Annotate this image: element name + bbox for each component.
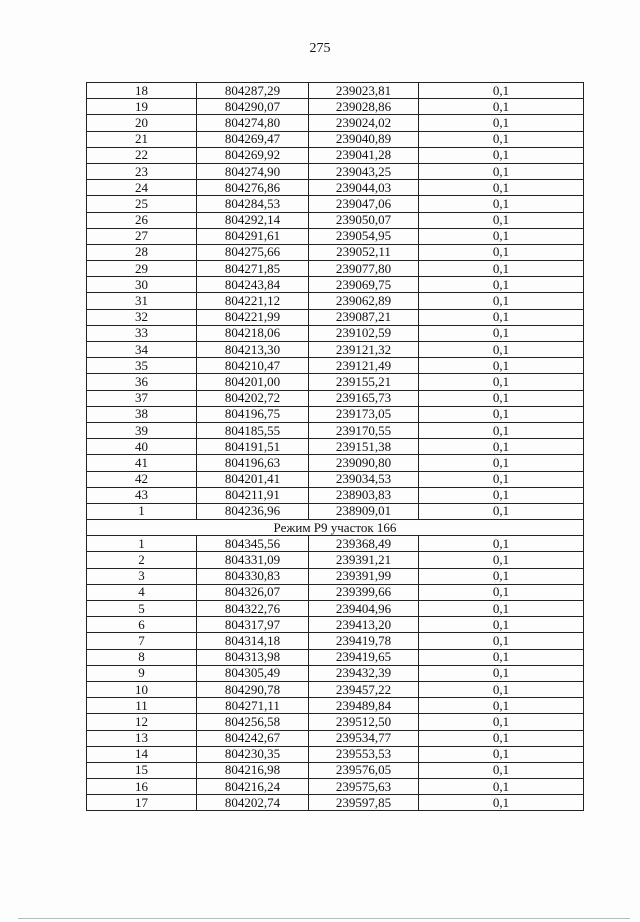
point-number-cell: 34 (87, 342, 197, 358)
point-number-cell: 9 (87, 665, 197, 681)
accuracy-cell: 0,1 (419, 601, 584, 617)
y-coordinate-cell: 239170,55 (309, 422, 419, 438)
accuracy-cell: 0,1 (419, 406, 584, 422)
table-row (87, 374, 584, 390)
table-row (87, 244, 584, 260)
point-number-cell: 13 (87, 730, 197, 746)
point-number-cell: 11 (87, 698, 197, 714)
accuracy-cell: 0,1 (419, 762, 584, 778)
point-number-cell: 41 (87, 455, 197, 471)
table-row (87, 779, 584, 795)
table-row (87, 163, 584, 179)
point-number-cell: 21 (87, 131, 197, 147)
point-number-cell: 37 (87, 390, 197, 406)
accuracy-cell: 0,1 (419, 309, 584, 325)
y-coordinate-cell: 239391,21 (309, 552, 419, 568)
table-row (87, 633, 584, 649)
accuracy-cell: 0,1 (419, 163, 584, 179)
x-coordinate-cell: 804202,72 (197, 390, 309, 406)
table-row (87, 325, 584, 341)
table-row (87, 568, 584, 584)
point-number-cell: 4 (87, 584, 197, 600)
page-number: 275 (309, 41, 331, 56)
table-row (87, 649, 584, 665)
point-number-cell: 31 (87, 293, 197, 309)
table-row (87, 439, 584, 455)
y-coordinate-cell: 239165,73 (309, 390, 419, 406)
x-coordinate-cell: 804242,67 (197, 730, 309, 746)
x-coordinate-cell: 804202,74 (197, 795, 309, 811)
y-coordinate-cell: 239077,80 (309, 261, 419, 277)
y-coordinate-cell: 239024,02 (309, 115, 419, 131)
table-row (87, 552, 584, 568)
point-number-cell: 25 (87, 196, 197, 212)
y-coordinate-cell: 239087,21 (309, 309, 419, 325)
x-coordinate-cell: 804326,07 (197, 584, 309, 600)
table-row (87, 617, 584, 633)
y-coordinate-cell: 239553,53 (309, 746, 419, 762)
table-row (87, 115, 584, 131)
y-coordinate-cell: 239489,84 (309, 698, 419, 714)
y-coordinate-cell: 239419,65 (309, 649, 419, 665)
accuracy-cell: 0,1 (419, 390, 584, 406)
x-coordinate-cell: 804236,96 (197, 503, 309, 519)
table-row (87, 536, 584, 552)
table-row (87, 99, 584, 115)
point-number-cell: 1 (87, 503, 197, 519)
x-coordinate-cell: 804271,85 (197, 261, 309, 277)
y-coordinate-cell: 239512,50 (309, 714, 419, 730)
table-row (87, 180, 584, 196)
accuracy-cell: 0,1 (419, 649, 584, 665)
point-number-cell: 22 (87, 147, 197, 163)
y-coordinate-cell: 239399,66 (309, 584, 419, 600)
accuracy-cell: 0,1 (419, 665, 584, 681)
y-coordinate-cell: 239102,59 (309, 325, 419, 341)
table-row (87, 358, 584, 374)
accuracy-cell: 0,1 (419, 196, 584, 212)
table-row (87, 584, 584, 600)
point-number-cell: 7 (87, 633, 197, 649)
point-number-cell: 42 (87, 471, 197, 487)
table-row (87, 471, 584, 487)
section-header-row (87, 520, 584, 536)
table-row (87, 293, 584, 309)
accuracy-cell: 0,1 (419, 99, 584, 115)
x-coordinate-cell: 804196,63 (197, 455, 309, 471)
accuracy-cell: 0,1 (419, 730, 584, 746)
table-row (87, 147, 584, 163)
x-coordinate-cell: 804275,66 (197, 244, 309, 260)
point-number-cell: 3 (87, 568, 197, 584)
y-coordinate-cell: 239432,39 (309, 665, 419, 681)
y-coordinate-cell: 239090,80 (309, 455, 419, 471)
table-row (87, 601, 584, 617)
coordinates-table-body (87, 83, 584, 811)
accuracy-cell: 0,1 (419, 244, 584, 260)
accuracy-cell: 0,1 (419, 455, 584, 471)
x-coordinate-cell: 804276,86 (197, 180, 309, 196)
point-number-cell: 29 (87, 261, 197, 277)
x-coordinate-cell: 804230,35 (197, 746, 309, 762)
y-coordinate-cell: 239052,11 (309, 244, 419, 260)
accuracy-cell: 0,1 (419, 277, 584, 293)
x-coordinate-cell: 804218,06 (197, 325, 309, 341)
x-coordinate-cell: 804210,47 (197, 358, 309, 374)
table-row (87, 342, 584, 358)
table-row (87, 212, 584, 228)
point-number-cell: 32 (87, 309, 197, 325)
point-number-cell: 20 (87, 115, 197, 131)
accuracy-cell: 0,1 (419, 115, 584, 131)
y-coordinate-cell: 239404,96 (309, 601, 419, 617)
point-number-cell: 15 (87, 762, 197, 778)
x-coordinate-cell: 804221,12 (197, 293, 309, 309)
table-row (87, 503, 584, 519)
y-coordinate-cell: 239368,49 (309, 536, 419, 552)
table-row (87, 277, 584, 293)
x-coordinate-cell: 804314,18 (197, 633, 309, 649)
y-coordinate-cell: 239044,03 (309, 180, 419, 196)
accuracy-cell: 0,1 (419, 293, 584, 309)
point-number-cell: 40 (87, 439, 197, 455)
table-row (87, 795, 584, 811)
y-coordinate-cell: 239034,53 (309, 471, 419, 487)
point-number-cell: 19 (87, 99, 197, 115)
accuracy-cell: 0,1 (419, 698, 584, 714)
accuracy-cell: 0,1 (419, 212, 584, 228)
table-row (87, 131, 584, 147)
x-coordinate-cell: 804345,56 (197, 536, 309, 552)
point-number-cell: 38 (87, 406, 197, 422)
y-coordinate-cell: 239576,05 (309, 762, 419, 778)
x-coordinate-cell: 804269,92 (197, 147, 309, 163)
y-coordinate-cell: 239043,25 (309, 163, 419, 179)
x-coordinate-cell: 804201,41 (197, 471, 309, 487)
y-coordinate-cell: 239151,38 (309, 439, 419, 455)
point-number-cell: 35 (87, 358, 197, 374)
x-coordinate-cell: 804305,49 (197, 665, 309, 681)
accuracy-cell: 0,1 (419, 147, 584, 163)
x-coordinate-cell: 804213,30 (197, 342, 309, 358)
accuracy-cell: 0,1 (419, 503, 584, 519)
accuracy-cell: 0,1 (419, 83, 584, 99)
y-coordinate-cell: 239069,75 (309, 277, 419, 293)
x-coordinate-cell: 804201,00 (197, 374, 309, 390)
y-coordinate-cell: 239040,89 (309, 131, 419, 147)
table-row (87, 261, 584, 277)
point-number-cell: 30 (87, 277, 197, 293)
x-coordinate-cell: 804196,75 (197, 406, 309, 422)
table-row (87, 665, 584, 681)
x-coordinate-cell: 804313,98 (197, 649, 309, 665)
table-row (87, 698, 584, 714)
x-coordinate-cell: 804256,58 (197, 714, 309, 730)
point-number-cell: 10 (87, 681, 197, 697)
x-coordinate-cell: 804185,55 (197, 422, 309, 438)
x-coordinate-cell: 804290,07 (197, 99, 309, 115)
y-coordinate-cell: 239155,21 (309, 374, 419, 390)
y-coordinate-cell: 239121,49 (309, 358, 419, 374)
y-coordinate-cell: 239597,85 (309, 795, 419, 811)
point-number-cell: 23 (87, 163, 197, 179)
point-number-cell: 28 (87, 244, 197, 260)
y-coordinate-cell: 239534,77 (309, 730, 419, 746)
table-row (87, 681, 584, 697)
point-number-cell: 1 (87, 536, 197, 552)
section-header: Режим Р9 участок 166 (87, 520, 584, 536)
y-coordinate-cell: 239023,81 (309, 83, 419, 99)
page-edge-line (18, 918, 630, 919)
y-coordinate-cell: 239054,95 (309, 228, 419, 244)
y-coordinate-cell: 239050,07 (309, 212, 419, 228)
accuracy-cell: 0,1 (419, 633, 584, 649)
table-row (87, 730, 584, 746)
y-coordinate-cell: 238909,01 (309, 503, 419, 519)
point-number-cell: 43 (87, 487, 197, 503)
point-number-cell: 36 (87, 374, 197, 390)
table-row (87, 746, 584, 762)
x-coordinate-cell: 804322,76 (197, 601, 309, 617)
point-number-cell: 6 (87, 617, 197, 633)
table-row (87, 83, 584, 99)
point-number-cell: 27 (87, 228, 197, 244)
accuracy-cell: 0,1 (419, 358, 584, 374)
table-row (87, 455, 584, 471)
x-coordinate-cell: 804274,90 (197, 163, 309, 179)
table-row (87, 487, 584, 503)
point-number-cell: 24 (87, 180, 197, 196)
y-coordinate-cell: 239457,22 (309, 681, 419, 697)
accuracy-cell: 0,1 (419, 795, 584, 811)
x-coordinate-cell: 804284,53 (197, 196, 309, 212)
x-coordinate-cell: 804274,80 (197, 115, 309, 131)
point-number-cell: 39 (87, 422, 197, 438)
x-coordinate-cell: 804291,61 (197, 228, 309, 244)
table-row (87, 422, 584, 438)
y-coordinate-cell: 239419,78 (309, 633, 419, 649)
accuracy-cell: 0,1 (419, 131, 584, 147)
accuracy-cell: 0,1 (419, 439, 584, 455)
y-coordinate-cell: 239391,99 (309, 568, 419, 584)
y-coordinate-cell: 239062,89 (309, 293, 419, 309)
x-coordinate-cell: 804243,84 (197, 277, 309, 293)
x-coordinate-cell: 804269,47 (197, 131, 309, 147)
point-number-cell: 2 (87, 552, 197, 568)
accuracy-cell: 0,1 (419, 487, 584, 503)
x-coordinate-cell: 804292,14 (197, 212, 309, 228)
accuracy-cell: 0,1 (419, 779, 584, 795)
point-number-cell: 8 (87, 649, 197, 665)
accuracy-cell: 0,1 (419, 422, 584, 438)
accuracy-cell: 0,1 (419, 471, 584, 487)
x-coordinate-cell: 804216,24 (197, 779, 309, 795)
accuracy-cell: 0,1 (419, 374, 584, 390)
accuracy-cell: 0,1 (419, 617, 584, 633)
x-coordinate-cell: 804216,98 (197, 762, 309, 778)
y-coordinate-cell: 239173,05 (309, 406, 419, 422)
y-coordinate-cell: 239041,28 (309, 147, 419, 163)
point-number-cell: 14 (87, 746, 197, 762)
x-coordinate-cell: 804191,51 (197, 439, 309, 455)
x-coordinate-cell: 804287,29 (197, 83, 309, 99)
coordinates-table (86, 82, 584, 811)
point-number-cell: 16 (87, 779, 197, 795)
accuracy-cell: 0,1 (419, 714, 584, 730)
table-row (87, 309, 584, 325)
y-coordinate-cell: 239413,20 (309, 617, 419, 633)
accuracy-cell: 0,1 (419, 746, 584, 762)
accuracy-cell: 0,1 (419, 681, 584, 697)
y-coordinate-cell: 239121,32 (309, 342, 419, 358)
point-number-cell: 33 (87, 325, 197, 341)
table-row (87, 390, 584, 406)
accuracy-cell: 0,1 (419, 180, 584, 196)
accuracy-cell: 0,1 (419, 568, 584, 584)
point-number-cell: 17 (87, 795, 197, 811)
accuracy-cell: 0,1 (419, 584, 584, 600)
x-coordinate-cell: 804331,09 (197, 552, 309, 568)
accuracy-cell: 0,1 (419, 536, 584, 552)
x-coordinate-cell: 804211,91 (197, 487, 309, 503)
x-coordinate-cell: 804271,11 (197, 698, 309, 714)
x-coordinate-cell: 804330,83 (197, 568, 309, 584)
point-number-cell: 26 (87, 212, 197, 228)
point-number-cell: 12 (87, 714, 197, 730)
table-row (87, 228, 584, 244)
accuracy-cell: 0,1 (419, 228, 584, 244)
x-coordinate-cell: 804317,97 (197, 617, 309, 633)
table-row (87, 714, 584, 730)
x-coordinate-cell: 804290,78 (197, 681, 309, 697)
table-row (87, 406, 584, 422)
y-coordinate-cell: 239028,86 (309, 99, 419, 115)
point-number-cell: 18 (87, 83, 197, 99)
accuracy-cell: 0,1 (419, 552, 584, 568)
y-coordinate-cell: 239047,06 (309, 196, 419, 212)
accuracy-cell: 0,1 (419, 261, 584, 277)
table-row (87, 196, 584, 212)
accuracy-cell: 0,1 (419, 325, 584, 341)
accuracy-cell: 0,1 (419, 342, 584, 358)
x-coordinate-cell: 804221,99 (197, 309, 309, 325)
y-coordinate-cell: 239575,63 (309, 779, 419, 795)
y-coordinate-cell: 238903,83 (309, 487, 419, 503)
table-row (87, 762, 584, 778)
point-number-cell: 5 (87, 601, 197, 617)
